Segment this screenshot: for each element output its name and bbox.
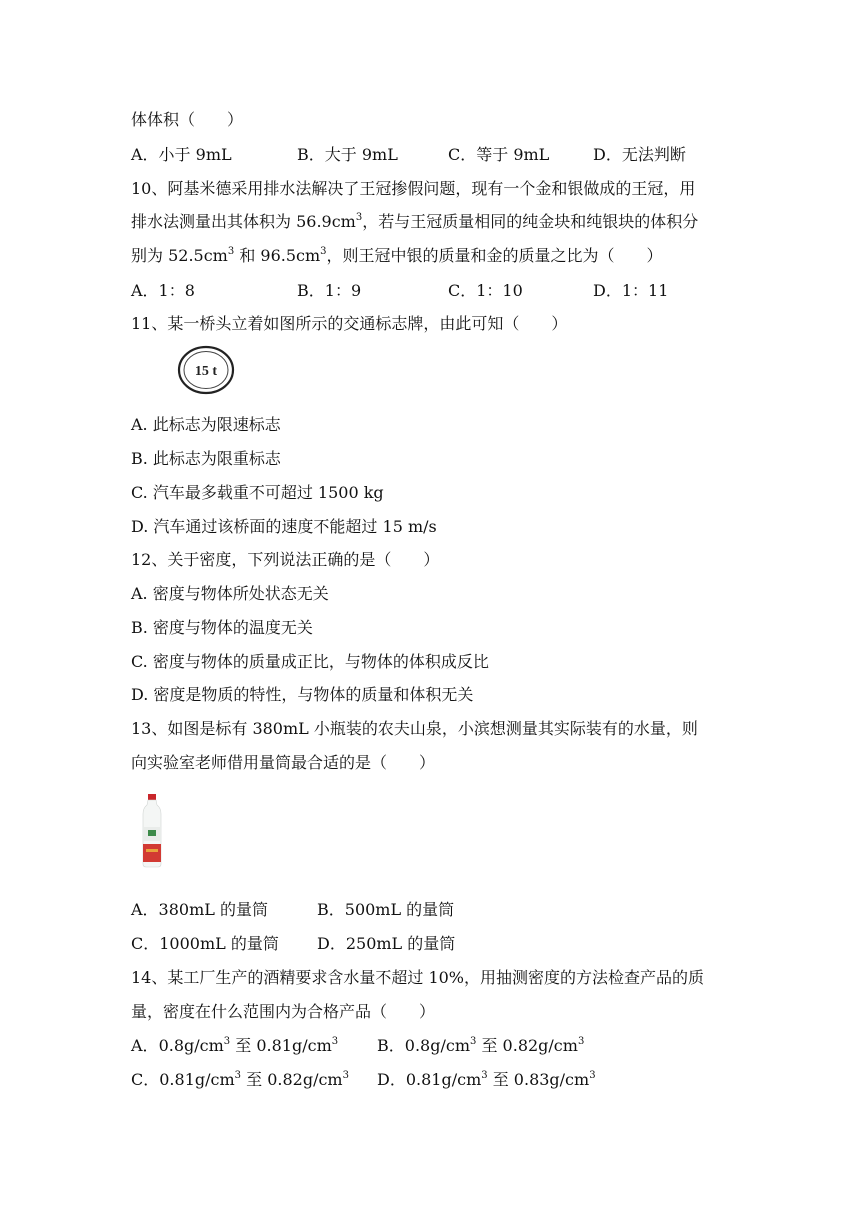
- q11-option-a: A. 此标志为限速标志: [131, 415, 281, 434]
- q13-option-a: A．380mL 的量筒: [131, 900, 268, 919]
- q12-option-a: A. 密度与物体所处状态无关: [131, 584, 329, 603]
- q12-option-d: D. 密度是物质的特性，与物体的质量和体积无关: [131, 685, 474, 704]
- q13-stem-line2: 向实验室老师借用量筒最合适的是（ ）: [131, 753, 436, 772]
- q10-option-c: C．1：10: [448, 281, 523, 300]
- water-bottle-image: [139, 794, 165, 868]
- q10-stem-line2: 排水法测量出其体积为 $56.9cm^3$，若与王冠质量相同的纯金块和纯银块的体积分: [131, 212, 699, 231]
- q11-option-d: D. 汽车通过该桥面的速度不能超过 15 m/s: [131, 517, 437, 536]
- q12-option-c: C. 密度与物体的质量成正比，与物体的体积成反比: [131, 652, 489, 671]
- q14-stem-line2: 量，密度在什么范围内为合格产品（ ）: [131, 1002, 436, 1021]
- q13-option-c: C．1000mL 的量筒: [131, 934, 279, 953]
- q11-option-c: C. 汽车最多载重不可超过 1500 kg: [131, 483, 384, 502]
- q13-stem-line1: 13、如图是标有 380mL 小瓶装的农夫山泉，小滨想测量其实际装有的水量，则: [131, 719, 698, 738]
- q14-option-a: A．$0.8g/cm^3$ 至 $0.81g/cm^3$: [131, 1036, 339, 1055]
- q14-stem-line1: 14、某工厂生产的酒精要求含水量不超过 10%，用抽测密度的方法检查产品的质: [131, 968, 705, 987]
- q12-option-b: B. 密度与物体的温度无关: [131, 618, 313, 637]
- q10-stem-line3: 别为 $52.5cm^3$ 和 $96.5cm^3$，则王冠中银的质量和金的质量之比为（ ）: [131, 246, 663, 265]
- q11-option-b: B. 此标志为限重标志: [131, 449, 281, 468]
- q9-option-c: C．等于 9mL: [448, 145, 550, 164]
- weight-limit-sign: [177, 345, 235, 395]
- q12-stem: 12、关于密度，下列说法正确的是（ ）: [131, 550, 440, 569]
- q9-stem-tail: 体体积（ ）: [131, 110, 244, 129]
- sign-label: 15 t: [194, 364, 218, 379]
- q14-option-b: B．$0.8g/cm^3$ 至 $0.82g/cm^3$: [377, 1036, 585, 1055]
- q11-stem: 11、某一桥头立着如图所示的交通标志牌，由此可知（ ）: [131, 314, 568, 333]
- q10-option-b: B．1：9: [297, 281, 362, 300]
- q10-option-a: A．1：8: [131, 281, 195, 300]
- q14-option-d: D．$0.81g/cm^3$ 至 $0.83g/cm^3$: [377, 1070, 596, 1089]
- q9-option-a: A．小于 9mL: [131, 145, 232, 164]
- q9-option-b: B．大于 9mL: [297, 145, 398, 164]
- q9-option-d: D．无法判断: [593, 145, 686, 164]
- q10-stem-line1: 10、阿基米德采用排水法解决了王冠掺假问题，现有一个金和银做成的王冠，用: [131, 179, 696, 198]
- q10-option-d: D．1：11: [593, 281, 669, 300]
- q13-option-b: B．500mL 的量筒: [317, 900, 455, 919]
- q14-option-c: C．$0.81g/cm^3$ 至 $0.82g/cm^3$: [131, 1070, 349, 1089]
- q13-option-d: D．250mL 的量筒: [317, 934, 456, 953]
